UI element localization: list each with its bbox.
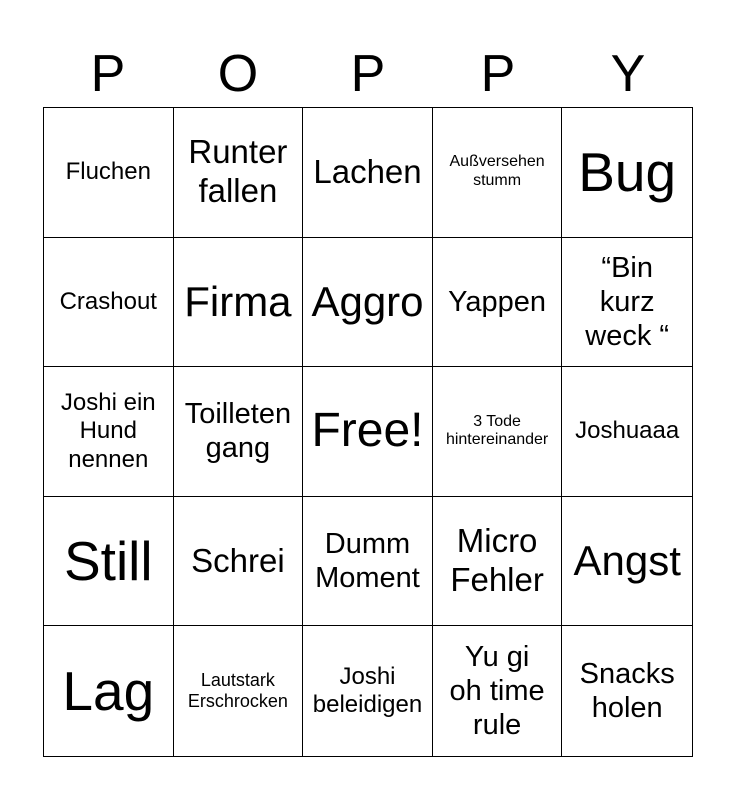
header-letter-p-3: P (480, 45, 516, 103)
bingo-cell-fluchen[interactable] (44, 108, 174, 238)
cell-label: Yappen (448, 285, 547, 318)
cell-label: Joshuaaa (575, 417, 680, 445)
header-letter-o: O (217, 45, 259, 103)
cell-label: Dumm Moment (315, 527, 420, 595)
bingo-cell-aussversehen-stumm[interactable] (433, 108, 563, 238)
bingo-cell-aggro[interactable] (303, 238, 433, 368)
bingo-board (43, 107, 693, 757)
bingo-cell-joshi-ein-hund-nennen[interactable] (44, 367, 174, 497)
bingo-cell-yu-gi-oh-time-rule[interactable] (433, 626, 563, 756)
cell-label: Lachen (313, 152, 422, 190)
cell-label: Crashout (59, 287, 157, 315)
bingo-cell-bin-kurz-weck[interactable] (562, 238, 692, 368)
cell-label: Firma (184, 278, 292, 326)
bingo-cell-micro-fehler[interactable] (433, 497, 563, 627)
cell-label: Free! (311, 404, 424, 458)
cell-label: Lautstark Erschrocken (187, 669, 288, 712)
cell-label: Aggro (311, 278, 424, 326)
bingo-cell-yappen[interactable] (433, 238, 563, 368)
bingo-cell-joshi-beleidigen[interactable] (303, 626, 433, 756)
bingo-cell-still[interactable] (44, 497, 174, 627)
cell-label: Fluchen (65, 158, 151, 186)
bingo-cell-free[interactable] (303, 367, 433, 497)
cell-label: Joshi ein Hund nennen (60, 389, 156, 473)
cell-label: Lag (62, 659, 155, 722)
bingo-cell-schrei[interactable] (174, 497, 304, 627)
cell-label: Bug (578, 140, 677, 203)
bingo-cell-angst[interactable] (562, 497, 692, 627)
cell-label: 3 Tode hintereinander (445, 412, 549, 449)
cell-label: Snacks holen (579, 657, 675, 725)
bingo-cell-lautstark-erschrocken[interactable] (174, 626, 304, 756)
bingo-cell-runter-fallen[interactable] (174, 108, 304, 238)
bingo-cell-lachen[interactable] (303, 108, 433, 238)
bingo-cell-toilleten-gang[interactable] (174, 367, 304, 497)
cell-label: Joshi beleidigen (312, 662, 423, 719)
header-letter-y: Y (610, 45, 646, 103)
bingo-cell-dumm-moment[interactable] (303, 497, 433, 627)
bingo-cell-3-tode-hintereinander[interactable] (433, 367, 563, 497)
bingo-cell-crashout[interactable] (44, 238, 174, 368)
cell-label: Außversehen stumm (449, 153, 545, 190)
bingo-cell-joshuaaa[interactable] (562, 367, 692, 497)
cell-label: Yu gi oh time rule (449, 640, 545, 742)
cell-label: Micro Fehler (450, 522, 544, 599)
header-letter-p-2: P (350, 45, 386, 103)
bingo-cell-firma[interactable] (174, 238, 304, 368)
bingo-cell-snacks-holen[interactable] (562, 626, 692, 756)
cell-label: Runter fallen (188, 133, 288, 210)
cell-label: Still (63, 529, 153, 592)
bingo-cell-bug[interactable] (562, 108, 692, 238)
bingo-cell-lag[interactable] (44, 626, 174, 756)
header-letter-p: P (90, 45, 126, 103)
cell-label: “Bin kurz weck “ (585, 251, 670, 352)
cell-label: Toilleten gang (184, 398, 292, 465)
cell-label: Angst (573, 537, 681, 585)
cell-label: Schrei (191, 541, 285, 579)
bingo-header (43, 40, 693, 108)
